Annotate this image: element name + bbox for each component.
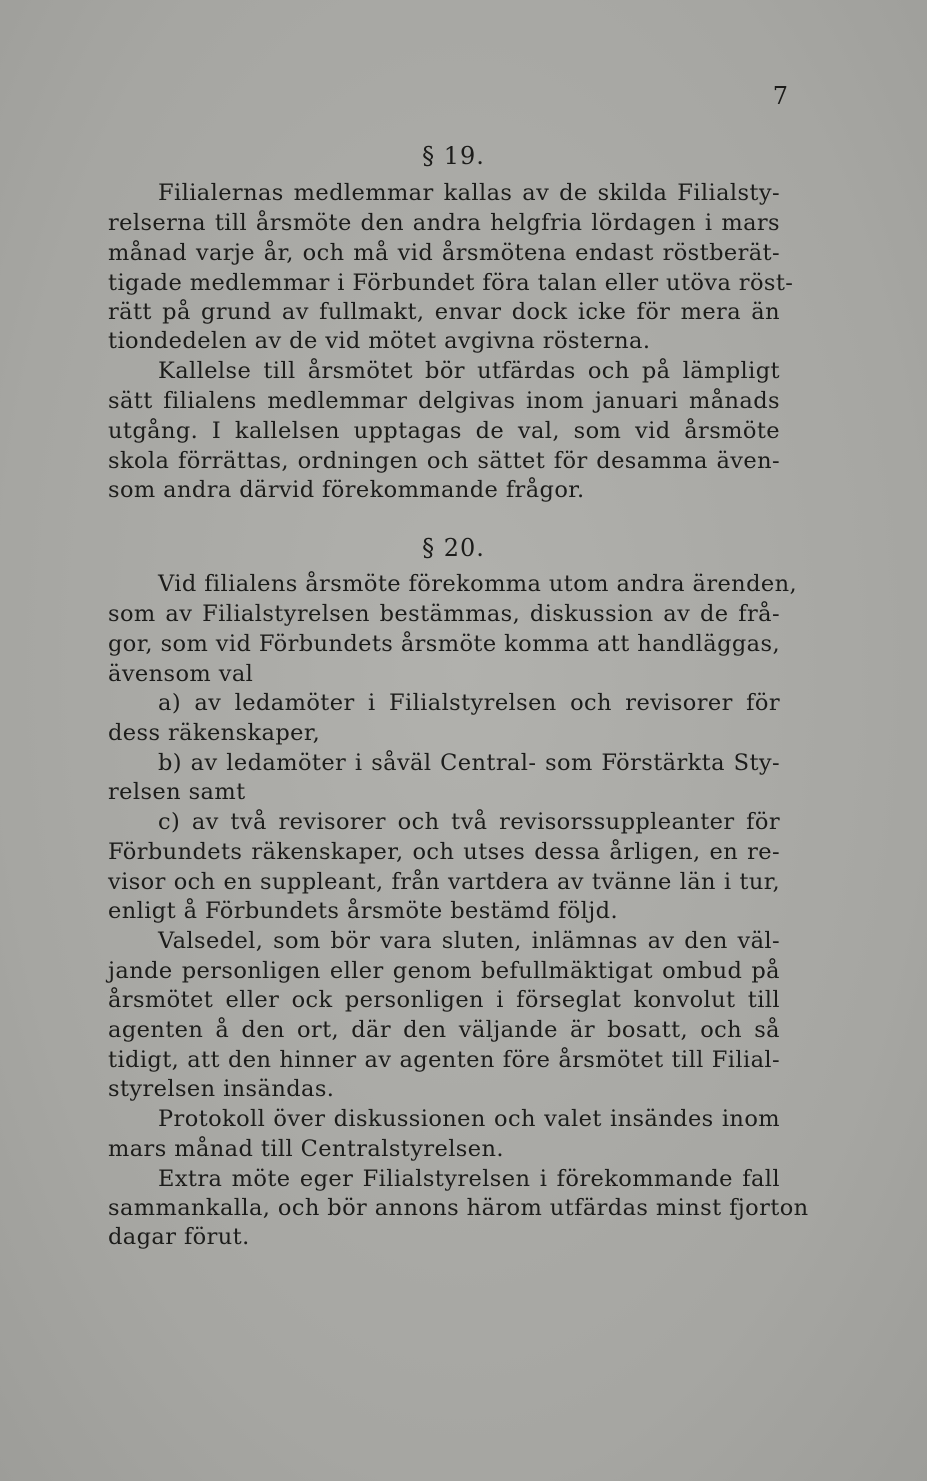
text-line: sätt filialens medlemmar delgivas inom januari månads bbox=[108, 388, 780, 414]
text-line: agenten å den ort, där den väljande är bosatt, och så bbox=[108, 1017, 780, 1043]
text-line: jande personligen eller genom befullmäktigat ombud på bbox=[108, 958, 780, 984]
text-line: visor och en suppleant, från vartdera av tvänne län i tur, bbox=[108, 869, 780, 895]
text-line: Protokoll över diskussionen och valet insändes inom bbox=[158, 1106, 780, 1132]
text-line: Extra möte eger Filialstyrelsen i förekommande fall bbox=[158, 1166, 780, 1192]
text-line: Filialernas medlemmar kallas av de skilda Filialsty- bbox=[158, 180, 780, 206]
text-line: utgång. I kallelsen upptagas de val, som vid årsmöte bbox=[108, 418, 780, 444]
text-line: dagar förut. bbox=[108, 1224, 250, 1250]
text-line: rätt på grund av fullmakt, envar dock icke för mera än bbox=[108, 299, 780, 325]
text-line: b) av ledamöter i såväl Central- som Förstärkta Sty- bbox=[158, 750, 780, 776]
text-line: enligt å Förbundets årsmöte bestämd följd. bbox=[108, 898, 619, 924]
text-line: dess räkenskaper, bbox=[108, 720, 321, 746]
text-line: tidigt, att den hinner av agenten före årsmötet till Filial- bbox=[108, 1047, 780, 1073]
text-line: tiondedelen av de vid mötet avgivna rösterna. bbox=[108, 328, 651, 354]
text-line: ävensom val bbox=[108, 661, 254, 687]
text-line: Kallelse till årsmötet bör utfärdas och på lämpligt bbox=[158, 358, 780, 384]
text-line: som andra därvid förekommande frågor. bbox=[108, 477, 585, 503]
text-line: Valsedel, som bör vara sluten, inlämnas av den väl- bbox=[158, 928, 780, 954]
page-number: 7 bbox=[772, 82, 788, 110]
text-line: mars månad till Centralstyrelsen. bbox=[108, 1136, 504, 1162]
text-line: som av Filialstyrelsen bestämmas, diskussion av de frå- bbox=[108, 601, 780, 627]
section-20-heading: § 20. bbox=[422, 534, 485, 562]
text-line: styrelsen insändas. bbox=[108, 1076, 335, 1102]
section-19-heading: § 19. bbox=[422, 142, 485, 170]
text-line: tigade medlemmar i Förbundet föra talan eller utöva röst- bbox=[108, 270, 794, 296]
text-line: a) av ledamöter i Filialstyrelsen och revisorer för bbox=[158, 690, 780, 716]
text-line: relsen samt bbox=[108, 779, 246, 805]
text-line: sammankalla, och bör annons härom utfärdas minst fjorton bbox=[108, 1195, 809, 1221]
text-line: Vid filialens årsmöte förekomma utom andra ärenden, bbox=[158, 571, 798, 597]
text-line: Förbundets räkenskaper, och utses dessa årligen, en re- bbox=[108, 839, 780, 865]
text-line: skola förrättas, ordningen och sättet för desamma även- bbox=[108, 448, 780, 474]
text-line: c) av två revisorer och två revisorssuppleanter för bbox=[158, 809, 780, 835]
text-line: relserna till årsmöte den andra helgfria lördagen i mars bbox=[108, 210, 780, 236]
text-line: månad varje år, och må vid årsmötena endast röstberät- bbox=[108, 240, 780, 266]
text-line: gor, som vid Förbundets årsmöte komma att handläggas, bbox=[108, 631, 780, 657]
text-line: årsmötet eller ock personligen i förseglat konvolut till bbox=[108, 987, 780, 1013]
